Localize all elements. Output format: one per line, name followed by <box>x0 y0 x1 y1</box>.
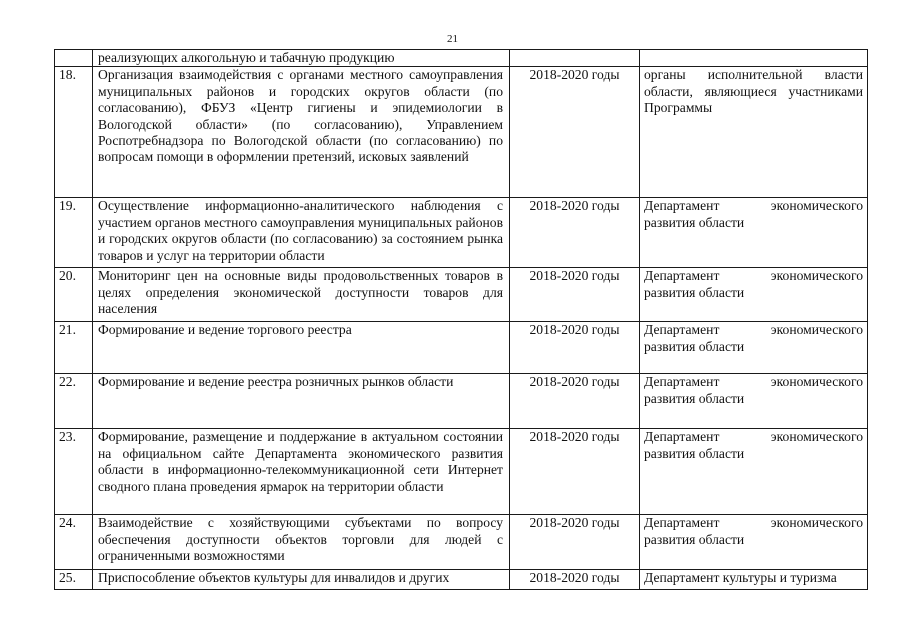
row-number: 19. <box>55 198 93 268</box>
executor-line: Департамент экономического <box>644 322 863 338</box>
executor-line: Департамент экономического <box>644 429 863 445</box>
table-row <box>55 322 868 374</box>
row-number: 25. <box>55 570 93 590</box>
row-term: 2018-2020 годы <box>510 322 640 374</box>
row-number: 23. <box>55 429 93 515</box>
table-row <box>55 50 868 67</box>
table-row <box>55 67 868 198</box>
row-description: реализующих алкогольную и табачную продукцию <box>93 50 510 67</box>
row-executor <box>640 515 868 570</box>
row-executor <box>640 429 868 515</box>
row-description: Приспособление объектов культуры для инвалидов и других <box>93 570 510 590</box>
table-row <box>55 198 868 268</box>
executor-line: развития области <box>644 445 745 461</box>
row-description: Формирование и ведение торгового реестра <box>93 322 510 374</box>
executor-line: развития области <box>644 390 745 406</box>
row-executor: органы исполнительной власти области, являющиеся участниками Программы <box>640 67 868 198</box>
row-description: Организация взаимодействия с органами местного самоуправления муниципальных районов и городских округов области (по согласованию), ФБУЗ «Центр гигиены и эпидемиологии в Вологодской области» (по согласованию), Управлением Роспотребнадзора по Вологодской области (по согласованию) по вопросам помощи в оформлении претензий, исковых заявлений <box>93 67 510 198</box>
row-number: 20. <box>55 268 93 322</box>
row-term <box>510 50 640 67</box>
row-executor <box>640 50 868 67</box>
row-term: 2018-2020 годы <box>510 268 640 322</box>
row-number: 24. <box>55 515 93 570</box>
table-row <box>55 429 868 515</box>
executor-line: развития области <box>644 338 745 354</box>
row-executor: Департамент культуры и туризма <box>640 570 868 590</box>
executor-line: развития области <box>644 284 745 300</box>
row-term: 2018-2020 годы <box>510 429 640 515</box>
row-description: Взаимодействие с хозяйствующими субъектами по вопросу обеспечения доступности объектов торговли для людей с ограниченными возможностями <box>93 515 510 570</box>
table-row <box>55 570 868 590</box>
row-number: 22. <box>55 374 93 429</box>
row-term: 2018-2020 годы <box>510 198 640 268</box>
executor-line: развития области <box>644 531 745 547</box>
row-term: 2018-2020 годы <box>510 67 640 198</box>
row-description: Мониторинг цен на основные виды продовольственных товаров в целях определения экономической доступности товаров для населения <box>93 268 510 322</box>
row-number <box>55 50 93 67</box>
row-executor <box>640 322 868 374</box>
row-description: Формирование, размещение и поддержание в актуальном состоянии на официальном сайте Департамента экономического развития области в информационно-телекоммуникационной сети Интернет сводного плана проведения ярмарок на территории области <box>93 429 510 515</box>
executor-line: Департамент экономического <box>644 374 863 390</box>
executor-line: Департамент экономического <box>644 268 863 284</box>
table-row <box>55 374 868 429</box>
row-number: 21. <box>55 322 93 374</box>
row-term: 2018-2020 годы <box>510 374 640 429</box>
executor-line: Департамент экономического <box>644 515 863 531</box>
executor-line: Департамент экономического <box>644 198 863 214</box>
row-executor <box>640 374 868 429</box>
executor-line: развития области <box>644 214 745 230</box>
row-description: Формирование и ведение реестра розничных рынков области <box>93 374 510 429</box>
table-row <box>55 515 868 570</box>
table-row <box>55 268 868 322</box>
page-number: 21 <box>447 33 458 45</box>
row-executor <box>640 268 868 322</box>
row-term: 2018-2020 годы <box>510 515 640 570</box>
measures-table <box>54 49 868 590</box>
row-executor <box>640 198 868 268</box>
row-number: 18. <box>55 67 93 198</box>
row-term: 2018-2020 годы <box>510 570 640 590</box>
row-description: Осуществление информационно-аналитического наблюдения с участием органов местного самоуправления муниципальных районов и городских округов области (по согласованию) за состоянием рынка товаров и услуг на территории области <box>93 198 510 268</box>
